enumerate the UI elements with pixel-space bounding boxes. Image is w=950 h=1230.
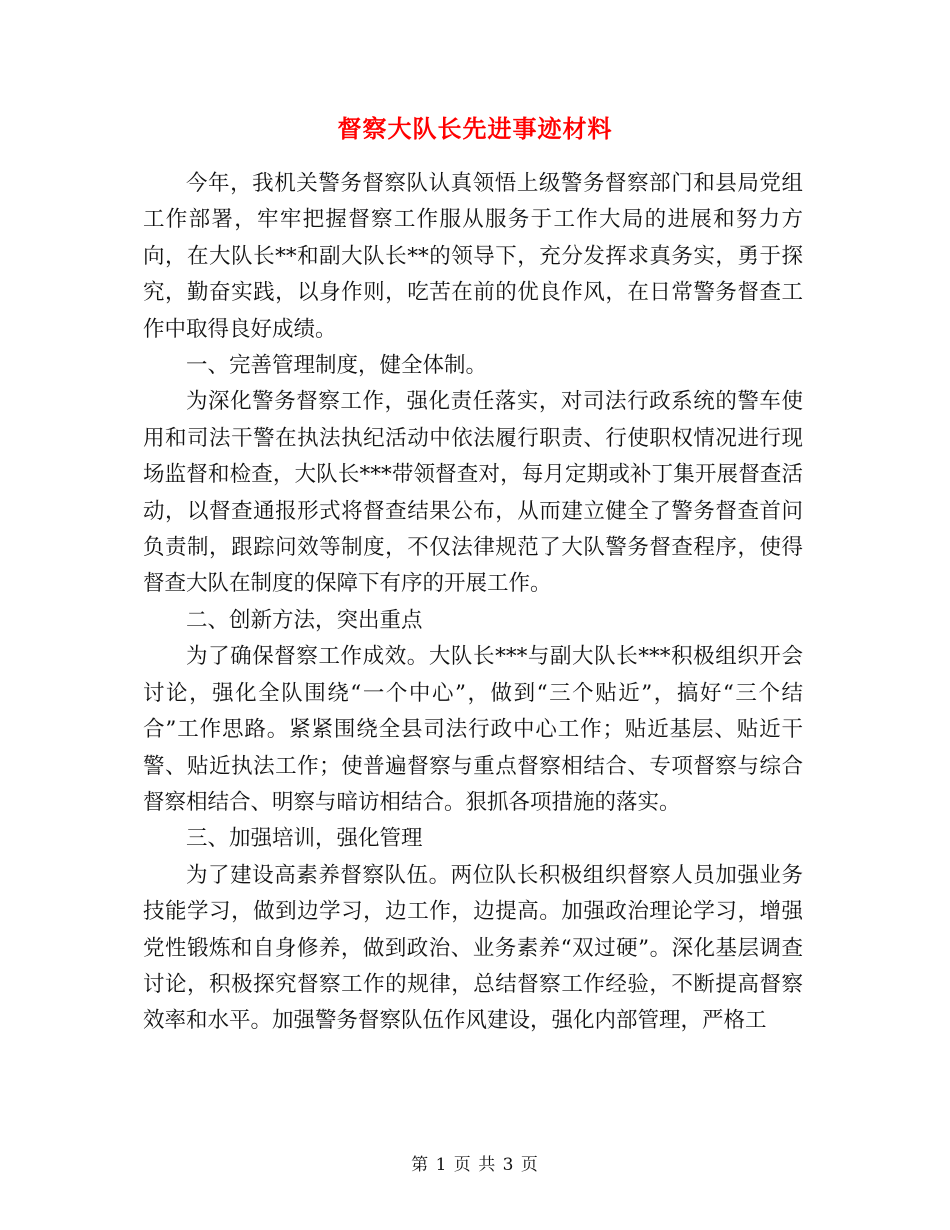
paragraph-section-3: 为了建设高素养督察队伍。两位队长积极组织督察人员加强业务技能学习，做到边学习，边工作，边提高。加强政治理论学习，增强党性锻炼和自身修养，做到政治、业务素养“双过硬”。深化基层调查讨论，积极探究督察工作的规律，总结督察工作经验，不断提高督察效率和水平。加强警务督察队伍作风建设，强化内部管理，严格工 bbox=[143, 862, 803, 1034]
paragraph-section-1: 为深化警务督察工作，强化责任落实，对司法行政系统的警车使用和司法干警在执法执纪活动中依法履行职责、行使职权情况进行现场监督和检查，大队长***带领督查对，每月定期或补丁集开展督查活动，以督查通报形式将督查结果公布，从而建立健全了警务督查首问负责制，跟踪问效等制度，不仅法律规范了大队警务督查程序，使得督查大队在制度的保障下有序的开展工作。 bbox=[143, 389, 803, 597]
paragraph-section-2: 为了确保督察工作成效。大队长***与副大队长***积极组织开会讨论，强化全队围绕“一个中心”，做到“三个贴近”，搞好“三个结合”工作思路。紧紧围绕全县司法行政中心工作；贴近基层、贴近干警、贴近执法工作；使普遍督察与重点督察相结合、专项督察与综合督察相结合、明察与暗访相结合。狠抓各项措施的落实。 bbox=[143, 644, 803, 815]
paragraph-intro: 今年，我机关警务督察队认真领悟上级警务督察部门和县局党组工作部署，牢牢把握督察工作服从服务于工作大局的进展和努力方向，在大队长**和副大队长**的领导下，充分发挥求真务实，勇于探究，勤奋实践，以身作则，吃苦在前的优良作风，在日常警务督查工作中取得良好成绩。 bbox=[143, 171, 803, 342]
document-title: 督察大队长先进事迹材料 bbox=[337, 114, 613, 143]
section-heading-1: 一、完善管理制度，健全体制。 bbox=[186, 353, 488, 379]
page-number: 第 1 页 共 3 页 bbox=[411, 1155, 539, 1175]
document-body bbox=[143, 166, 803, 1040]
section-heading-3: 三、加强培训，强化管理 bbox=[186, 826, 423, 852]
section-heading-2: 二、创新方法，突出重点 bbox=[186, 607, 423, 633]
